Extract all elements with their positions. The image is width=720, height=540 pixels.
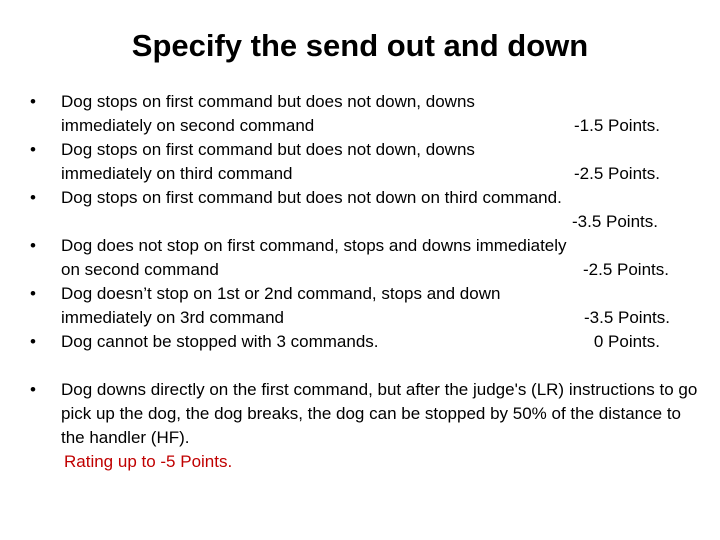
bullet-line <box>61 306 700 330</box>
bullet-text: on second command <box>61 260 219 279</box>
bullet-text: immediately on 3rd command <box>61 308 284 327</box>
bullet-line <box>61 234 700 258</box>
bullet-line <box>61 114 700 138</box>
bullet-line <box>61 138 700 162</box>
rating-text: Rating up to -5 Points. <box>64 452 233 471</box>
points-value: -3.5 Points. <box>584 308 670 327</box>
bullet-text: • Dog doesn’t stop on 1st or 2nd command, stops and down <box>61 284 501 303</box>
bullet-text: • Dog does not stop on first command, stops and downs immediately <box>61 236 567 255</box>
bullet-line <box>61 282 700 306</box>
bullet-text: • Dog downs directly on the first command, but after the judge's (LR) instructions to go pick up the dog, the dog breaks, the dog can be stopped by 50% of the distance to the handler (HF). <box>61 380 698 447</box>
bullet-line <box>61 330 700 354</box>
slide-title: Specify the send out and down <box>131 28 589 63</box>
bullet-text: • Dog stops on first command but does not down on third command. <box>61 188 562 207</box>
bullet-item-final <box>30 378 700 474</box>
bullet-line <box>61 186 700 210</box>
points-value: -2.5 Points. <box>574 164 660 183</box>
bullet-text: • Dog stops on first command but does not down, downs <box>61 140 475 159</box>
bullet-item <box>30 234 700 282</box>
bullet-line <box>61 162 700 186</box>
bullet-text: immediately on second command <box>61 116 315 135</box>
bullet-list <box>30 90 700 474</box>
bullet-line <box>61 90 700 114</box>
points-value: -1.5 Points. <box>574 116 660 135</box>
bullet-item <box>30 186 700 234</box>
bullet-item <box>30 90 700 138</box>
points-value: 0 Points. <box>593 332 660 351</box>
bullet-item <box>30 330 700 354</box>
bullet-text: immediately on third command <box>61 164 293 183</box>
points-value: -3.5 Points. <box>572 212 658 231</box>
bullet-item <box>30 138 700 186</box>
bullet-text: • Dog stops on first command but does not down, downs <box>61 92 475 111</box>
bullet-line <box>61 210 700 234</box>
spacer <box>30 354 700 378</box>
bullet-text: • Dog cannot be stopped with 3 commands. <box>61 332 379 351</box>
bullet-item <box>30 282 700 330</box>
bullet-line <box>61 258 700 282</box>
points-value: -2.5 Points. <box>583 260 669 279</box>
